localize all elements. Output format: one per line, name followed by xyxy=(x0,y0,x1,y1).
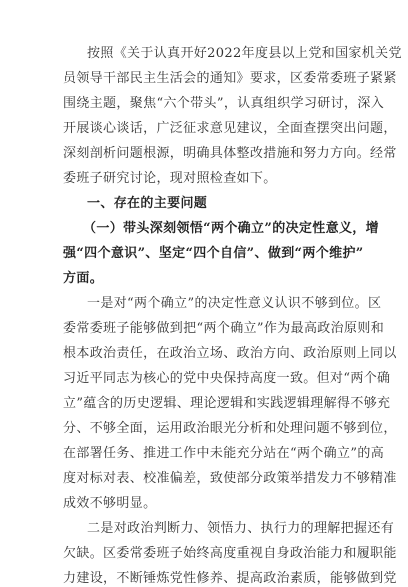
subsection-heading-line-1: （一）带头深刻领悟“两个确立”的决定性意义，增 xyxy=(83,221,380,236)
paragraph-2-line-2: 委常委班子能够做到把“两个确立”作为最高政治原则和 xyxy=(63,321,385,336)
paragraph-3-line-3: 力建设，不断锤炼党性修养、提高政治素质，能够做到党 xyxy=(63,571,397,586)
paragraph-2-line-1: 一是对“两个确立”的决定性意义认识不够到位。区 xyxy=(87,296,382,311)
subsection-heading-line-2: 强“四个意识”、坚定“四个自信”、做到“两个维护” xyxy=(63,246,364,261)
paragraph-1-line-6: 委班子研究讨论，现对照检查如下。 xyxy=(63,171,277,186)
paragraph-3-line-1: 二是对政治判断力、领悟力、执行力的理解把握还有 xyxy=(87,521,395,536)
paragraph-2-line-4: 习近平同志为核心的党中央保持高度一致。但对“两个确 xyxy=(63,371,391,386)
paragraph-1-line-1: 按照《关于认真开好2022年度县以上党和国家机关党 xyxy=(87,46,402,61)
paragraph-3-line-2: 欠缺。区委常委班子始终高度重视自身政治能力和履职能 xyxy=(63,546,397,561)
paragraph-1-line-5: 深刻剖析问题根源，明确具体整改措施和努力方向。经常 xyxy=(63,146,397,161)
paragraph-1-line-4: 开展谈心谈话，广泛征求意见建议，全面查摆突出问题， xyxy=(63,121,397,136)
section-heading: 一、存在的主要问题 xyxy=(87,196,208,211)
paragraph-2-line-6: 分、不够全面，运用政治眼光分析和处理问题不够到位， xyxy=(63,421,397,436)
paragraph-1-line-3: 围绕主题，聚焦“六个带头”，认真组织学习研讨，深入 xyxy=(63,96,385,111)
paragraph-2-line-5: 立”蕴含的历史逻辑、理论逻辑和实践逻辑理解得不够充 xyxy=(63,396,391,411)
paragraph-2-line-3: 根本政治责任，在政治立场、政治方向、政治原则上同以 xyxy=(63,346,397,361)
paragraph-2-line-7: 在部署任务、推进工作中未能充分站在“两个确立”的高 xyxy=(63,446,385,461)
paragraph-2-line-9: 成效不够明显。 xyxy=(63,496,157,511)
paragraph-2-line-8: 度对标对表、校准偏差，致使部分政策举措发力不够精准 xyxy=(63,471,397,486)
paragraph-1-line-2: 员领导干部民主生活会的通知》要求，区委常委班子紧紧 xyxy=(63,71,397,86)
subsection-heading-line-3: 方面。 xyxy=(63,271,104,286)
